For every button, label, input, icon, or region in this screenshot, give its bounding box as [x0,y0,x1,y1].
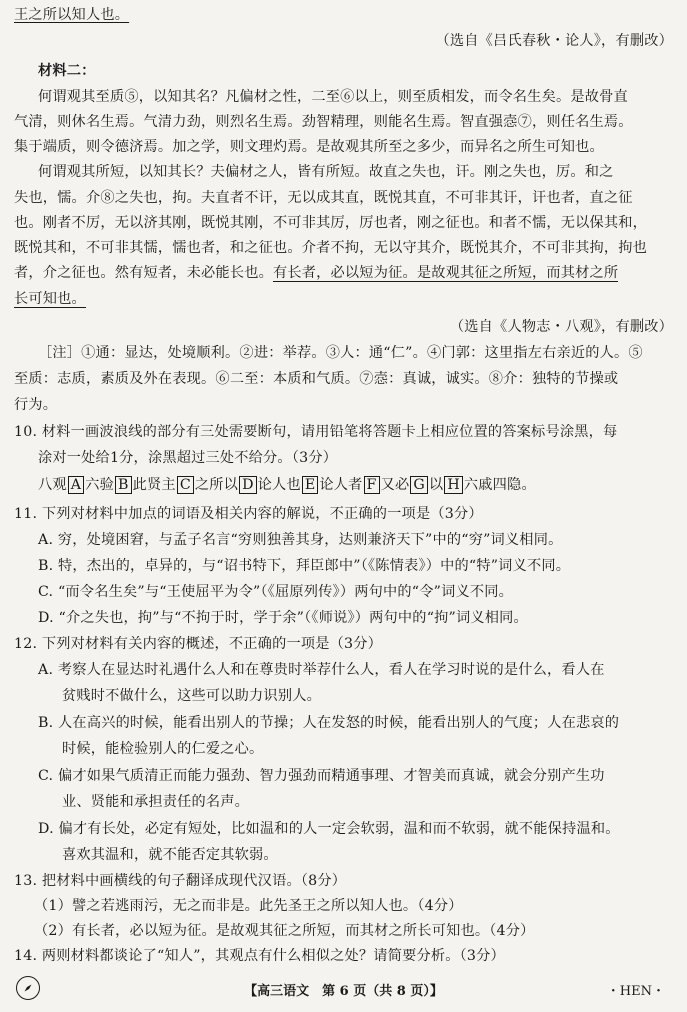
segment-8: 六戚四隐。 [463,477,536,493]
punctuation-sentence [38,472,673,498]
option-box-h[interactable]: H [444,476,463,494]
segment-0: 八观 [38,477,67,493]
segment-5: 论人者 [319,477,363,493]
source-citation-2: （选自《人物志・八观》，有删改） [449,319,673,335]
notes-line-1: ［注］①通：显达，处境顺利。②进：举荐。③人：通“仁”。④门郭：这里指左右亲近的人。⑤ [38,345,643,361]
question-12-option-a-cont: 贫贱时不做什么，这些可以助力识别人。 [62,688,321,704]
question-12-option-c-cont: 业、贤能和承担责任的名声。 [62,794,250,810]
text-line-5: 集于端质，则令德济焉。加之学，则文理灼焉。是故观其所至之多少，而异名之所生可知也。 [14,139,604,155]
segment-6: 又必 [380,477,410,493]
option-box-c[interactable]: C [177,476,194,494]
underlined-sentence-end: 长可知也。 [14,291,86,307]
question-10-line-2: 涂对一处给1分，涂黑超过三处不给分。（3分） [38,450,338,466]
question-11-stem: 11. 下列对材料中加点的词语及相关内容的解说，不正确的一项是（3分） [14,506,483,522]
question-13-stem: 13. 把材料中画横线的句子翻译成现代汉语。（8分） [14,873,347,889]
question-12-option-b[interactable]: B. 人在高兴的时候，能看出别人的节操；人在发怒的时候，能看出别人的气度；人在悲哀的 [38,715,620,731]
source-citation-1: （选自《吕氏春秋・论人》，有删改） [435,33,673,49]
question-12-stem: 12. 下列对材料有关内容的概述，不正确的一项是（3分） [14,636,383,652]
page-footer [0,978,687,1002]
question-11-option-d[interactable]: D. “介之失也，拘”与“不拘于时，学于余”（《师说》）两句中的“拘”词义相同。 [38,610,528,626]
question-10-line-1: 10. 材料一画波浪线的部分有三处需要断句，请用铅笔将答题卡上相应位置的答案标号涂黑，每 [14,424,618,440]
text-line-0: 王之所以知人也。 [14,7,130,23]
option-box-a[interactable]: A [68,476,84,494]
question-14-stem: 14. 两则材料都谈论了“知人”，其观点有什么相似之处？请简要分析。（3分） [14,948,505,964]
footer-code: ・HEN・ [606,984,665,999]
text-line-10 [14,260,673,286]
question-13-item-2: （2）有长者，必以短为征。是故观其征之所短，而其材之所长可知也。（4分） [34,923,535,939]
text-line-3: 何谓观其至质⑤，以知其名？凡偏材之性，二至⑥以上，则至质相发，而令名生矣。是故骨直 [38,89,628,105]
notes-line-2: 至质：志质，素质及外在表现。⑥二至：本质和气质。⑦悫：真诚，诚实。⑧介：独特的节操或 [14,371,619,387]
question-11-option-a[interactable]: A. 穷，处境困窘，与孟子名言“穷则独善其身，达则兼济天下”中的“穷”词义相同。 [38,532,563,548]
option-box-b[interactable]: B [115,476,132,494]
text-segment-plain: 者，介之征也。然有短者，未必能长也。 [14,265,273,281]
notes-line-3: 行为。 [14,397,58,413]
question-13-item-1: （1）譬之若逃雨污，无之而非是。此先圣王之所以知人也。（4分） [34,898,463,914]
text-line-9: 既悦其和，不可非其懦，懦也者，和之征也。介者不拘，无以守其介，既悦其介，不可非其拘，拘也 [14,240,648,256]
text-line-12 [14,286,673,312]
option-box-f[interactable]: F [364,476,380,494]
text-line-8: 也。刚者不厉，无以济其刚，既悦其刚，不可非其厉，厉也者，刚之征也。和者不懦，无以保其和， [14,215,648,231]
question-12-option-b-cont: 时候，能检验别人的仁爱之心。 [62,741,264,757]
text-line-7: 失也，懦。介⑧之失也，拘。夫直者不讦，无以成其直，既悦其直，不可非其讦，讦也者，直之征 [14,190,633,206]
text-line-6: 何谓观其所短，以知其长？夫偏材之人，皆有所短。故直之失也，讦。刚之失也，厉。和之 [38,164,614,180]
question-11-option-c[interactable]: C. “而令名生矣”与“王使屈平为令”（《屈原列传》）两句中的“令”词义不同。 [38,584,514,600]
question-12-option-c[interactable]: C. 偏才如果气质清正而能力强劲、智力强劲而精通事理、才智美而真诚，就会分别产生功 [38,768,605,784]
text-line-4: 气清，则休名生焉。气清力劲，则烈名生焉。劲智精理，则能名生焉。智直强悫⑦，则任名生焉。 [14,114,633,130]
segment-1: 六验 [85,477,115,493]
segment-4: 论人也 [257,477,301,493]
option-box-e[interactable]: E [302,476,319,494]
segment-3: 之所以 [194,477,239,493]
segment-2: 此贤主 [132,477,176,493]
material-two-heading: 材料二： [38,63,96,79]
question-12-option-a[interactable]: A. 考察人在显达时礼遇什么人和在尊贵时举荐什么人，看人在学习时说的是什么，看人在 [38,662,605,678]
question-12-option-d[interactable]: D. 偏才有长处，必定有短处，比如温和的人一定会软弱，温和而不软弱，就不能保持温和。 [38,821,620,837]
question-11-option-b[interactable]: B. 特，杰出的，卓异的，与“诏书特下，拜臣郎中”（《陈情表》）中的“特”词义不同。 [38,558,571,574]
option-box-d[interactable]: D [239,476,257,494]
question-12-option-d-cont: 喜欢其温和，就不能否定其软弱。 [62,847,278,863]
page-number: 【高三语文 第 6 页（共 8 页）】 [244,984,443,999]
underlined-sentence: 有长者，必以短为征。是故观其征之所短，而其材之所 [272,265,619,281]
option-box-g[interactable]: G [410,476,428,494]
segment-7: 以 [428,477,444,493]
